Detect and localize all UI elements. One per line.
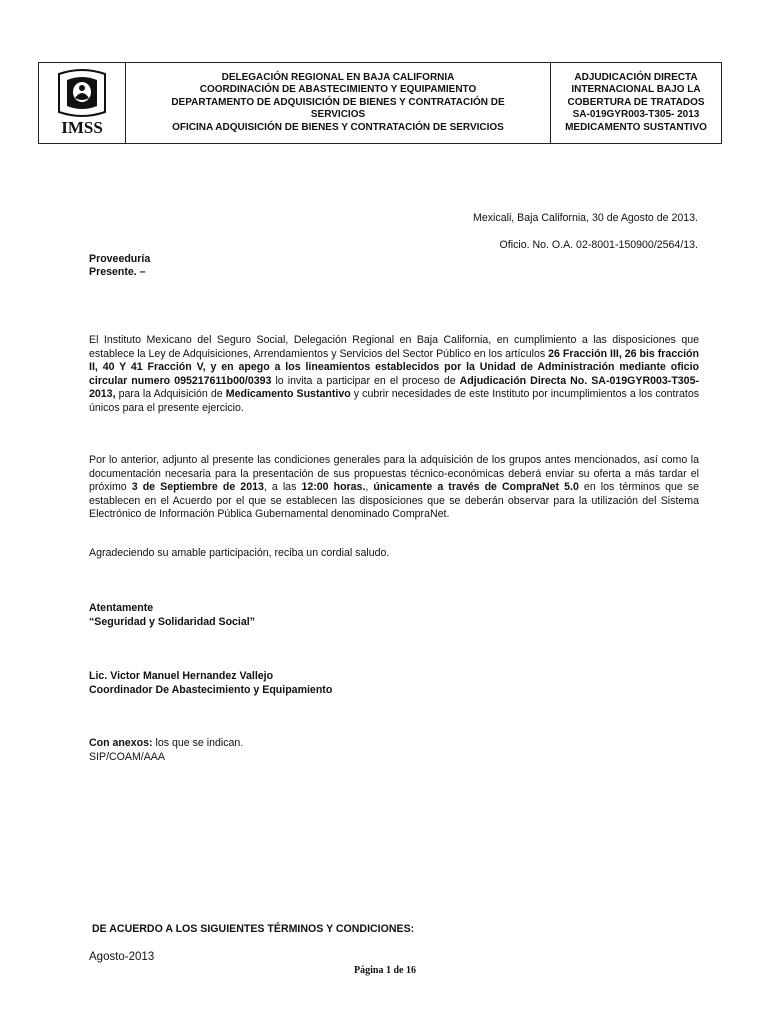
header-right-line: MEDICAMENTO SUSTANTIVO — [565, 121, 707, 133]
text-run-bold: 3 de Septiembre de 2013 — [131, 481, 264, 493]
paragraph-invitation — [89, 334, 699, 415]
header-line: DELEGACIÓN REGIONAL EN BAJA CALIFORNIA — [221, 71, 455, 83]
header-right-line: INTERNACIONAL BAJO LA — [571, 84, 701, 96]
header-right-block — [551, 63, 721, 143]
header-center-block — [126, 63, 551, 143]
signer-name: Lic. Victor Manuel Hernandez Vallejo — [89, 670, 274, 682]
header-line: SERVICIOS — [310, 109, 366, 121]
header-line: DEPARTAMENTO DE ADQUISICIÓN DE BIENES Y CONTRATACIÓN DE — [171, 96, 505, 108]
place-date: Mexicali, Baja California, 30 de Agosto de 2013. — [473, 212, 698, 224]
text-run: Por lo anterior, adjunto al presente las condiciones generales para la adquisición de los grupos antes mencionados, así como la documentación necesaria para la presentación de sus propuestas técnico-económicas deberá enviar su oferta a más tardar el próximo — [89, 454, 699, 493]
annex-note — [89, 737, 243, 751]
text-run: , — [365, 481, 374, 493]
text-run-bold: únicamente a través de CompraNet 5.0 — [373, 481, 579, 493]
text-run-bold: Medicamento Sustantivo — [225, 388, 351, 400]
oficio-number: Oficio. No. O.A. 02-8001-150900/2564/13. — [499, 239, 698, 251]
closing-motto: “Seguridad y Solidaridad Social” — [89, 616, 256, 628]
footer-date: Agosto-2013 — [89, 951, 155, 963]
paragraph-greeting: Agradeciendo su amable participación, reciba un cordial saludo. — [89, 547, 390, 559]
text-run: , a las — [263, 481, 302, 493]
text-run: en los términos que se establecen en el Acuerdo por el que se establecen las disposiciones que se deberán observar para la utilización del Sistema Electrónico de Información Pública Gubernamental denominado CompraNet. — [89, 481, 699, 520]
terms-heading: DE ACUERDO A LOS SIGUIENTES TÉRMINOS Y CONDICIONES: — [92, 923, 415, 935]
annex-text: los que se indican. — [152, 737, 244, 749]
paragraph-conditions — [89, 454, 699, 522]
text-run: para la Adquisición de — [115, 388, 226, 400]
annex-label: Con anexos: — [89, 737, 153, 749]
text-run: y cubrir necesidades de este Instituto por incumplimientos a los contratos únicos para el presente ejercicio. — [89, 388, 700, 414]
recipient: Proveeduría — [89, 253, 151, 265]
header-line: COORDINACIÓN DE ABASTECIMIENTO Y EQUIPAMIENTO — [199, 84, 477, 96]
recipient-presente: Presente. – — [89, 266, 146, 278]
signer-title: Coordinador De Abastecimiento y Equipamiento — [89, 684, 333, 696]
text-run: El Instituto Mexicano del Seguro Social, Delegación Regional en Baja California, en cumplimiento a las disposiciones que establece la Ley de Adquisiciones, Arrendamientos y Servicios del Sector Público en los artículos — [89, 334, 699, 360]
imss-logo-icon — [51, 68, 113, 138]
logo-text: IMSS — [61, 118, 103, 137]
text-run-bold: 12:00 horas. — [301, 481, 366, 493]
letterhead-table — [38, 62, 722, 144]
header-right-line: SA-019GYR003-T305- 2013 — [572, 109, 700, 121]
header-right-line: COBERTURA DE TRATADOS — [567, 96, 705, 108]
header-right-line: ADJUDICACIÓN DIRECTA — [574, 71, 698, 83]
page-number: Página 1 de 16 — [354, 965, 416, 976]
text-run-bold: 26 Fracción III, 26 bis fracción II, 40 Y 41 Fracción V, y en apego a los lineamientos establecidos por la Unidad de Administración mediante oficio circular numero 095217611b00/0393 — [89, 347, 699, 387]
text-run-bold: Adjudicación Directa No. SA-019GYR003-T305-2013, — [89, 374, 699, 400]
closing-atentamente: Atentamente — [89, 602, 154, 614]
header-line: OFICINA ADQUISICIÓN DE BIENES Y CONTRATACIÓN DE SERVICIOS — [172, 121, 504, 133]
text-run: lo invita a participar en el proceso de — [271, 374, 460, 387]
initials: SIP/COAM/AAA — [89, 751, 165, 763]
imss-logo — [39, 63, 126, 143]
